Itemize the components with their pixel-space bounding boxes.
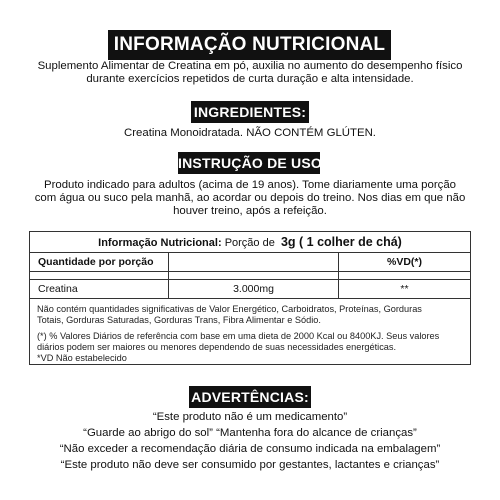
- nutrient-name: Creatina: [30, 280, 169, 298]
- column-header-quantity: Quantidade por porção: [30, 253, 169, 271]
- note-line: (*) % Valores Diários de referência com base em uma dieta de 2000 Kcal ou 8400KJ. Seus valores: [37, 331, 440, 341]
- nutrition-table: [29, 231, 471, 365]
- note-line: *VD Não estabelecido: [37, 353, 127, 363]
- instructions-line: Produto indicado para adultos (acima de 19 anos). Tome diariamente uma porção: [44, 179, 456, 191]
- table-spacer-row: [30, 272, 470, 280]
- warnings-heading: ADVERTÊNCIAS:: [189, 386, 311, 408]
- page-title: INFORMAÇÃO NUTRICIONAL: [108, 30, 391, 60]
- instructions-line: com água ou suco pela manhã, ao acordar ou depois do treino. Nos dias em que não: [34, 192, 466, 204]
- table-row: [30, 280, 470, 299]
- instructions-text: [20, 179, 480, 218]
- ingredients-heading: INGREDIENTES:: [191, 101, 309, 123]
- warning-line: “Este produto não é um medicamento”: [152, 411, 348, 423]
- column-header-vd: %VD(*): [386, 256, 422, 268]
- table-column-headers: [30, 253, 470, 272]
- instructions-line: houver treino, após a refeição.: [173, 205, 327, 217]
- nutrient-amount: 3.000mg: [169, 280, 339, 298]
- description-line: Suplemento Alimentar de Creatina em pó, auxilia no aumento do desempenho físico: [37, 60, 463, 72]
- spacer-cell: [30, 272, 169, 280]
- spacer-cell: [339, 272, 470, 280]
- nutrition-header-label: Informação Nutricional:: [98, 237, 222, 249]
- column-header-amount: [169, 253, 339, 271]
- table-note-nonsignificant: [37, 304, 465, 326]
- note-line: Totais, Gorduras Saturadas, Gorduras Trans, Fibra Alimentar e Sódio.: [37, 315, 321, 325]
- note-line: diários podem ser maiores ou menores dependendo de suas necessidades energéticas.: [37, 342, 397, 352]
- portion-label: Porção de: [224, 237, 275, 249]
- warning-line: “Guarde ao abrigo do sol” “Mantenha fora do alcance de crianças”: [83, 427, 417, 439]
- warning-line: “Não exceder a recomendação diária de consumo indicada na embalagem”: [59, 443, 441, 455]
- spacer-cell: [169, 272, 339, 280]
- nutrition-table-header: [30, 232, 470, 253]
- ingredients-text: Creatina Monoidratada. NÃO CONTÉM GLÚTEN.: [124, 127, 376, 139]
- portion-value: 3g ( 1 colher de chá): [280, 235, 402, 249]
- instructions-heading: INSTRUÇÃO DE USO:: [178, 152, 320, 174]
- table-note-reference: [37, 331, 465, 364]
- product-description: [0, 60, 500, 86]
- nutrient-vd: **: [400, 283, 409, 295]
- note-line: Não contém quantidades significativas de Valor Energético, Carboidratos, Proteínas, Gorduras: [37, 304, 422, 314]
- description-line: durante exercícios repetidos de curta duração e alta intensidade.: [86, 73, 414, 85]
- warning-line: “Este produto não deve ser consumido por gestantes, lactantes e crianças”: [60, 459, 440, 471]
